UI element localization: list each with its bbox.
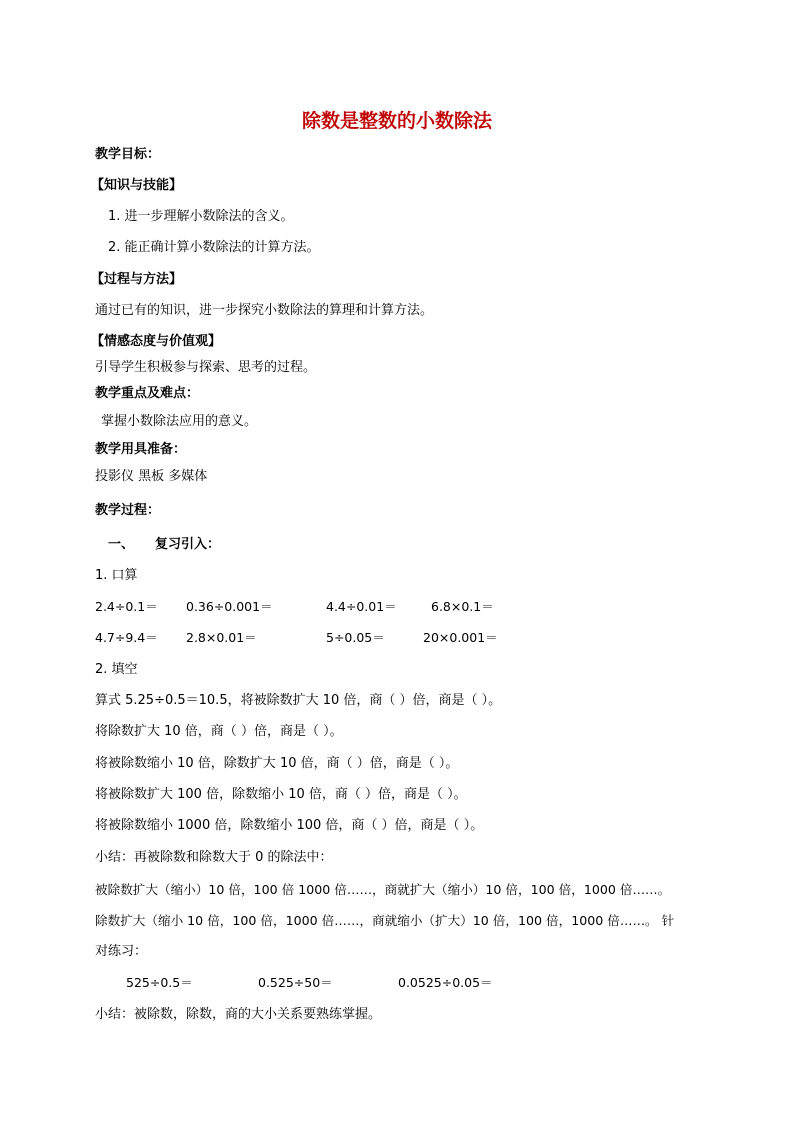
emotion-text: 引导学生积极参与探索、思考的过程。 xyxy=(95,360,317,375)
knowledge-item: 2. 能正确计算小数除法的计算方法。 xyxy=(108,240,320,255)
rule-text: 被除数扩大（缩小）10 倍，100 倍 1000 倍……，商就扩大（缩小）10 倍，100 倍，1000 倍……。 xyxy=(95,882,671,897)
process-text: 通过已有的知识，进一步探究小数除法的算理和计算方法。 xyxy=(95,303,434,318)
fill-line: 将被除数缩小 1000 倍，除数缩小 100 倍，商（ ）倍，商是（ ）。 xyxy=(95,818,484,833)
practice-item: 525÷0.5＝ xyxy=(126,975,193,990)
rule-text: 除数扩大（缩小 10 倍，100 倍，1000 倍……，商就缩小（扩大）10 倍，100 倍，1000 倍……。 针 xyxy=(95,913,675,928)
oral-heading: 1. 口算 xyxy=(95,568,138,583)
fill-line: 将被除数扩大 100 倍，除数缩小 10 倍，商（ ）倍，商是（ ）。 xyxy=(95,787,467,802)
knowledge-item: 1. 进一步理解小数除法的含义。 xyxy=(108,209,294,224)
section-label: 复习引入： xyxy=(155,537,221,552)
section-number: 一、 xyxy=(108,537,135,552)
process-heading: 【过程与方法】 xyxy=(91,272,183,287)
emotion-heading: 【情感态度与价值观】 xyxy=(91,334,222,349)
fill-heading: 2. 填空 xyxy=(95,662,138,677)
oral-item: 4.4÷0.01＝ xyxy=(326,599,397,614)
procedure-heading: 教学过程： xyxy=(95,503,161,518)
oral-item: 5÷0.05＝ xyxy=(326,630,385,645)
practice-item: 0.0525÷0.05＝ xyxy=(398,975,493,990)
tools-heading: 教学用具准备： xyxy=(95,442,187,457)
oral-item: 2.4÷0.1＝ xyxy=(95,599,158,614)
oral-item: 2.8×0.01＝ xyxy=(186,630,257,645)
page-title: 除数是整数的小数除法 xyxy=(301,110,492,132)
oral-item: 0.36÷0.001＝ xyxy=(186,599,273,614)
keypoints-text: 掌握小数除法应用的意义。 xyxy=(101,414,258,429)
goals-heading: 教学目标： xyxy=(95,147,161,162)
fill-line: 算式 5.25÷0.5＝10.5，将被除数扩大 10 倍，商（ ）倍，商是（ ）。 xyxy=(95,693,502,708)
knowledge-heading: 【知识与技能】 xyxy=(91,178,183,193)
oral-item: 20×0.001＝ xyxy=(423,630,498,645)
practice-item: 0.525÷50＝ xyxy=(258,975,333,990)
summary-text: 小结：再被除数和除数大于 0 的除法中： xyxy=(95,850,333,865)
oral-item: 4.7÷9.4＝ xyxy=(95,630,158,645)
practice-heading: 对练习： xyxy=(95,944,148,959)
oral-item: 6.8×0.1＝ xyxy=(431,599,494,614)
fill-line: 将除数扩大 10 倍，商（ ）倍，商是（ ）。 xyxy=(95,724,343,739)
fill-line: 将被除数缩小 10 倍，除数扩大 10 倍，商（ ）倍，商是（ ）。 xyxy=(95,756,459,771)
tools-text: 投影仪 黑板 多媒体 xyxy=(95,469,208,484)
summary-text: 小结：被除数，除数，商的大小关系要熟练掌握。 xyxy=(95,1007,382,1022)
keypoints-heading: 教学重点及难点： xyxy=(95,386,200,401)
